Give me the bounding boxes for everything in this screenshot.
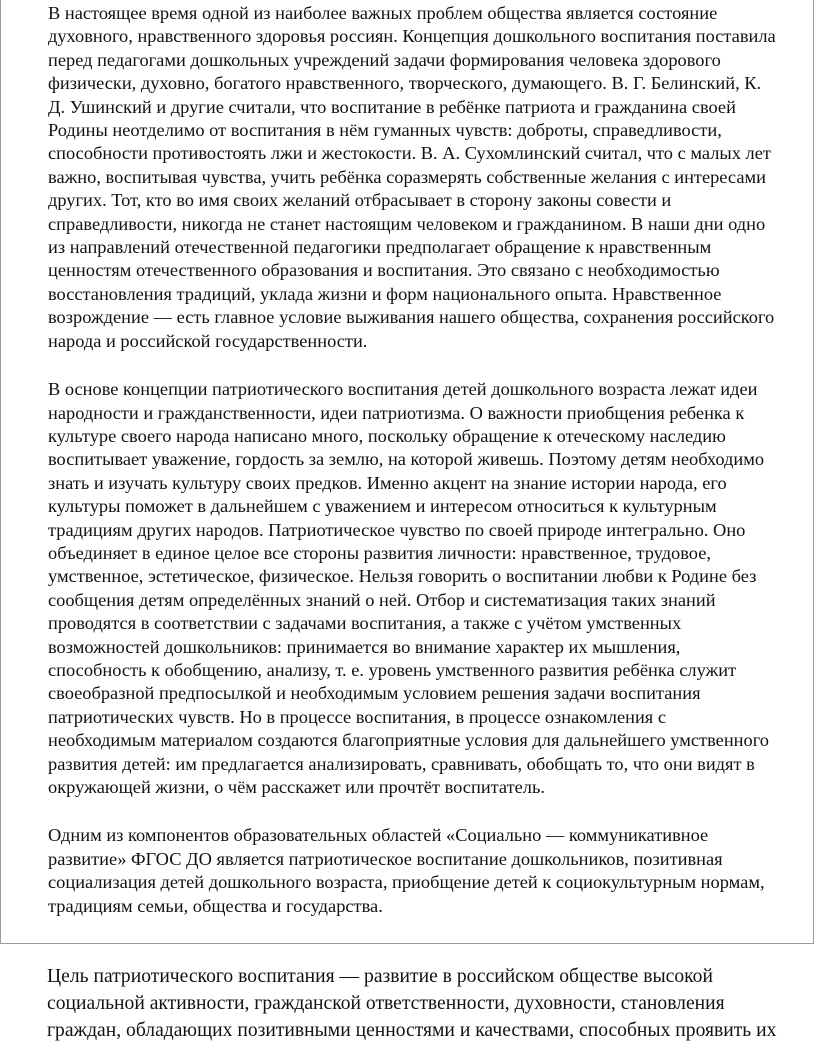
paragraph-goal: Цель патриотического воспитания — развитие в российском обществе высокой социальной активности, гражданской ответственности, духовности, становления граждан, обладающих позитивными ценностями и качествами, способных проявить их (47, 966, 777, 1041)
framed-text-block (48, 2, 778, 918)
trailing-text-block (47, 963, 777, 1044)
paragraph-intro: В настоящее время одной из наиболее важных проблем общества является состояние духовного, нравственного здоровья россиян. Концепция дошкольного воспитания поставила перед педагогами дошкольных учреждений задачи формирования человека здорового физически, духовно, богатого нравственного, творческого, думающего. В. Г. Белинский, К. Д. Ушинский и другие считали, что воспитание в ребёнке патриота и гражданина своей Родины неотделимо от воспитания в нём гуманных чувств: доброты, справедливости, способности противостоять лжи и жестокости. В. А. Сухомлинский считал, что с малых лет важно, воспитывая чувства, учить ребёнка соразмерять собственные желания с интересами других. Тот, кто во имя своих желаний отбрасывает в сторону законы совести и справедливости, никогда не станет настоящим человеком и гражданином. В наши дни одно из направлений отечественной педагогики предполагает обращение к нравственным ценностям отечественного образования и воспитания. Это связано с необходимостью восстановления традиций, уклада жизни и форм национального опыта. Нравственное возрождение — есть главное условие выживания нашего общества, сохранения российского народа и российской государственности. (48, 3, 776, 351)
paragraph-fgos: Одним из компонентов образовательных областей «Социально — коммуникативное развитие» ФГОС ДО является патриотическое воспитание дошкольников, позитивная социализация детей дошкольного возраста, приобщение детей к социокультурным нормам, традициям семьи, общества и государства. (48, 825, 765, 916)
paragraph-concept: В основе концепции патриотического воспитания детей дошкольного возраста лежат идеи народности и гражданственности, идеи патриотизма. О важности приобщения ребенка к культуре своего народа написано много, поскольку обращение к отеческому наследию воспитывает уважение, гордость за землю, на которой живешь. Поэтому детям необходимо знать и изучать культуру своих предков. Именно акцент на знание истории народа, его культуры поможет в дальнейшем с уважением и интересом относиться к культурным традициям других народов. Патриотическое чувство по своей природе интегрально. Оно объединяет в единое целое все стороны развития личности: нравственное, трудовое, умственное, эстетическое, физическое. Нельзя говорить о воспитании любви к Родине без сообщения детям определённых знаний о ней. Отбор и систематизация таких знаний проводятся в соответствии с задачами воспитания, а также с учётом умственных возможностей дошкольников: принимается во внимание характер их мышления, способность к обобщению, анализу, т. е. уровень умственного развития ребёнка служит своеобразной предпосылкой и необходимым условием решения задачи воспитания патриотических чувств. Но в процессе воспитания, в процессе ознакомления с необходимым материалом создаются благоприятные условия для дальнейшего умственного развития детей: им предлагается анализировать, сравнивать, обобщать то, что они видят в окружающей жизни, о чём расскажет или прочтёт воспитатель. (48, 379, 769, 797)
